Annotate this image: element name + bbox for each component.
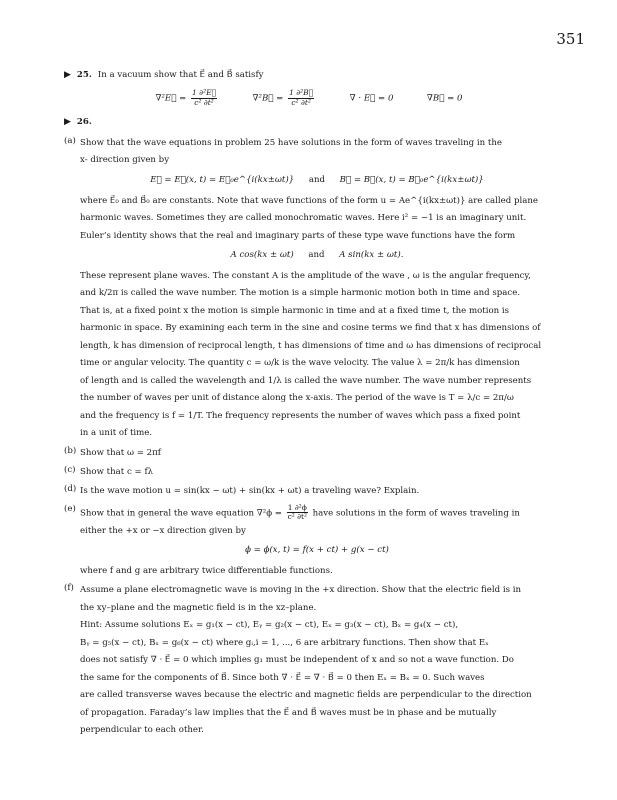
maxwell-wave-equations (64, 89, 554, 107)
plane-wave-solutions (80, 175, 554, 186)
paragraph-line: That is, at a fixed point x the motion is simple harmonic in time and at a fixed time t, the motion is (80, 305, 510, 316)
fraction-denominator: c² ∂t² (194, 97, 214, 107)
paragraph-line: length, k has dimension of reciprocal length, t has dimensions of time and ω has dimensions of reciprocal (80, 340, 542, 351)
part-text: Is the wave motion u = sin(kx − ωt) + sin(kx + ωt) a traveling wave? Explain. (80, 486, 420, 497)
problem-number: 26. (76, 116, 92, 127)
cosine-form: A cos(kx ± ωt) (230, 250, 294, 261)
paragraph-line: Hint: Assume solutions Eₓ = g₁(x − ct), Eᵧ = g₂(x − ct), Eₓ = g₃(x − ct), Bₓ = g₄(x − ct), (80, 620, 459, 631)
part-label: (a) (64, 136, 76, 146)
gradient-equation: ∇B⃗ = 0 (426, 93, 463, 104)
triangle-marker-icon: ▶ (64, 116, 71, 127)
paragraph-line: Show that the wave equations in problem 25 have solutions in the form of waves traveling in the (80, 138, 502, 148)
e-field-solution: E⃗ = E⃗(x, t) = E⃗₀e^{i(kx±ωt)} (150, 174, 295, 185)
problem-intro: In a vacuum show that E⃗ and B⃗ satisfy (97, 70, 264, 80)
divergence-equation: ∇ · E⃗ = 0 (349, 93, 394, 104)
paragraph-line: and k/2π is called the wave number. The motion is a simple harmonic motion both in time and space. (80, 288, 521, 299)
fraction (287, 504, 308, 522)
part-c (64, 465, 554, 482)
part-label: (f) (64, 583, 74, 594)
problem-26-header (64, 117, 554, 128)
paragraph-line: harmonic waves. Sometimes they are called monochromatic waves. Here i² = −1 is an imaginary unit. (80, 213, 527, 224)
paragraph-line: the same for the components of B⃗. Since both ∇ · E⃗ = ∇ · B⃗ = 0 then Eₓ = Bₓ = 0. Such waves (80, 672, 485, 683)
paragraph-line: x- direction given by (80, 155, 170, 166)
paragraph-line: are called transverse waves because the electric and magnetic fields are perpendicular to the direction (80, 690, 532, 701)
paragraph-line: where f and g are arbitrary twice differentiable functions. (80, 565, 333, 576)
paragraph-line: of propagation. Faraday’s law implies that the E⃗ and B⃗ waves must be in phase and be mutually (80, 707, 497, 718)
part-text: Show that c = fλ (80, 466, 154, 477)
paragraph-line: of length and is called the wavelength and 1/λ is called the wave number. The wave number represents (80, 375, 532, 386)
paragraph-line: either the +x or −x direction given by (80, 525, 246, 536)
paragraph-line: harmonic in space. By examining each term in the sine and cosine terms we find that x has dimensions of (80, 323, 541, 334)
conjunction: and (308, 250, 325, 261)
part-a (64, 136, 554, 444)
paragraph-line: the number of waves per unit of distance along the x-axis. The period of the wave is T = λ/c = 2π/ω (80, 393, 514, 404)
part-text: Show that ω = 2πf (80, 447, 161, 458)
part-e (64, 504, 554, 581)
fraction-denominator: c² ∂t² (287, 512, 308, 522)
part-label: (e) (64, 503, 76, 514)
fraction-numerator: 1 ∂²B⃗ (289, 88, 314, 98)
paragraph-line: perpendicular to each other. (80, 725, 204, 736)
equation-lhs: ∇²E⃗ = (155, 93, 187, 104)
fraction-numerator: 1 ∂²E⃗ (192, 88, 217, 98)
paragraph-line: Bᵧ = g₅(x − ct), Bₓ = g₆(x − ct) where gᵢ,i = 1, ..., 6 are arbitrary functions. Then show that Eₓ (80, 637, 489, 648)
part-label: (c) (64, 464, 76, 475)
sine-form: A sin(kx ± ωt). (339, 250, 404, 261)
paragraph-line: time or angular velocity. The quantity c = ω/k is the wave velocity. The value λ = 2π/k has dimension (80, 358, 520, 369)
fraction-numerator: 1 ∂²ϕ (287, 502, 307, 512)
page-content (64, 70, 554, 743)
page-number: 351 (556, 30, 585, 48)
problem-25-header (64, 70, 554, 81)
conjunction: and (308, 174, 326, 185)
part-label: (b) (64, 445, 77, 456)
paragraph-line: Euler’s identity shows that the real and imaginary parts of these type wave functions have the form (80, 230, 516, 241)
part-b (64, 446, 554, 463)
paragraph-line: These represent plane waves. The constant A is the amplitude of the wave , ω is the angular frequency, (80, 270, 531, 281)
paragraph-line: the xy–plane and the magnetic field is in the xz–plane. (80, 602, 317, 613)
paragraph-line (80, 504, 554, 522)
b-field-solution: B⃗ = B⃗(x, t) = B⃗₀e^{i(kx±ωt)} (339, 174, 484, 185)
equation-lhs: ∇²B⃗ = (252, 93, 284, 104)
fraction (191, 89, 217, 107)
part-f (64, 583, 554, 740)
paragraph-line: does not satisfy ∇ · E⃗ = 0 which implies g₁ must be independent of x and so not a wave function. Do (80, 655, 514, 666)
wave-equation-text: Show that in general the wave equation ∇²ϕ = (80, 508, 282, 519)
paragraph-line: Assume a plane electromagnetic wave is moving in the +x direction. Show that the electric field is in (80, 585, 522, 596)
fraction (288, 89, 314, 107)
part-label: (d) (64, 484, 77, 495)
euler-forms (80, 250, 554, 261)
triangle-marker-icon: ▶ (64, 70, 71, 80)
fraction-denominator: c² ∂t² (291, 97, 311, 107)
dalembert-solution: ϕ = ϕ(x, t) = f(x + ct) + g(x − ct) (245, 545, 389, 556)
wave-equation-text-continued: have solutions in the form of waves traveling in (312, 508, 520, 519)
paragraph-line: in a unit of time. (80, 428, 153, 439)
paragraph-line: where E⃗₀ and B⃗₀ are constants. Note that wave functions of the form u = Ae^{i(kx±ωt)} are called plane (80, 195, 538, 206)
problem-number: 25. (76, 70, 92, 80)
part-d (64, 484, 554, 501)
paragraph-line: and the frequency is f = 1/T. The frequency represents the number of waves which pass a fixed point (80, 410, 521, 421)
